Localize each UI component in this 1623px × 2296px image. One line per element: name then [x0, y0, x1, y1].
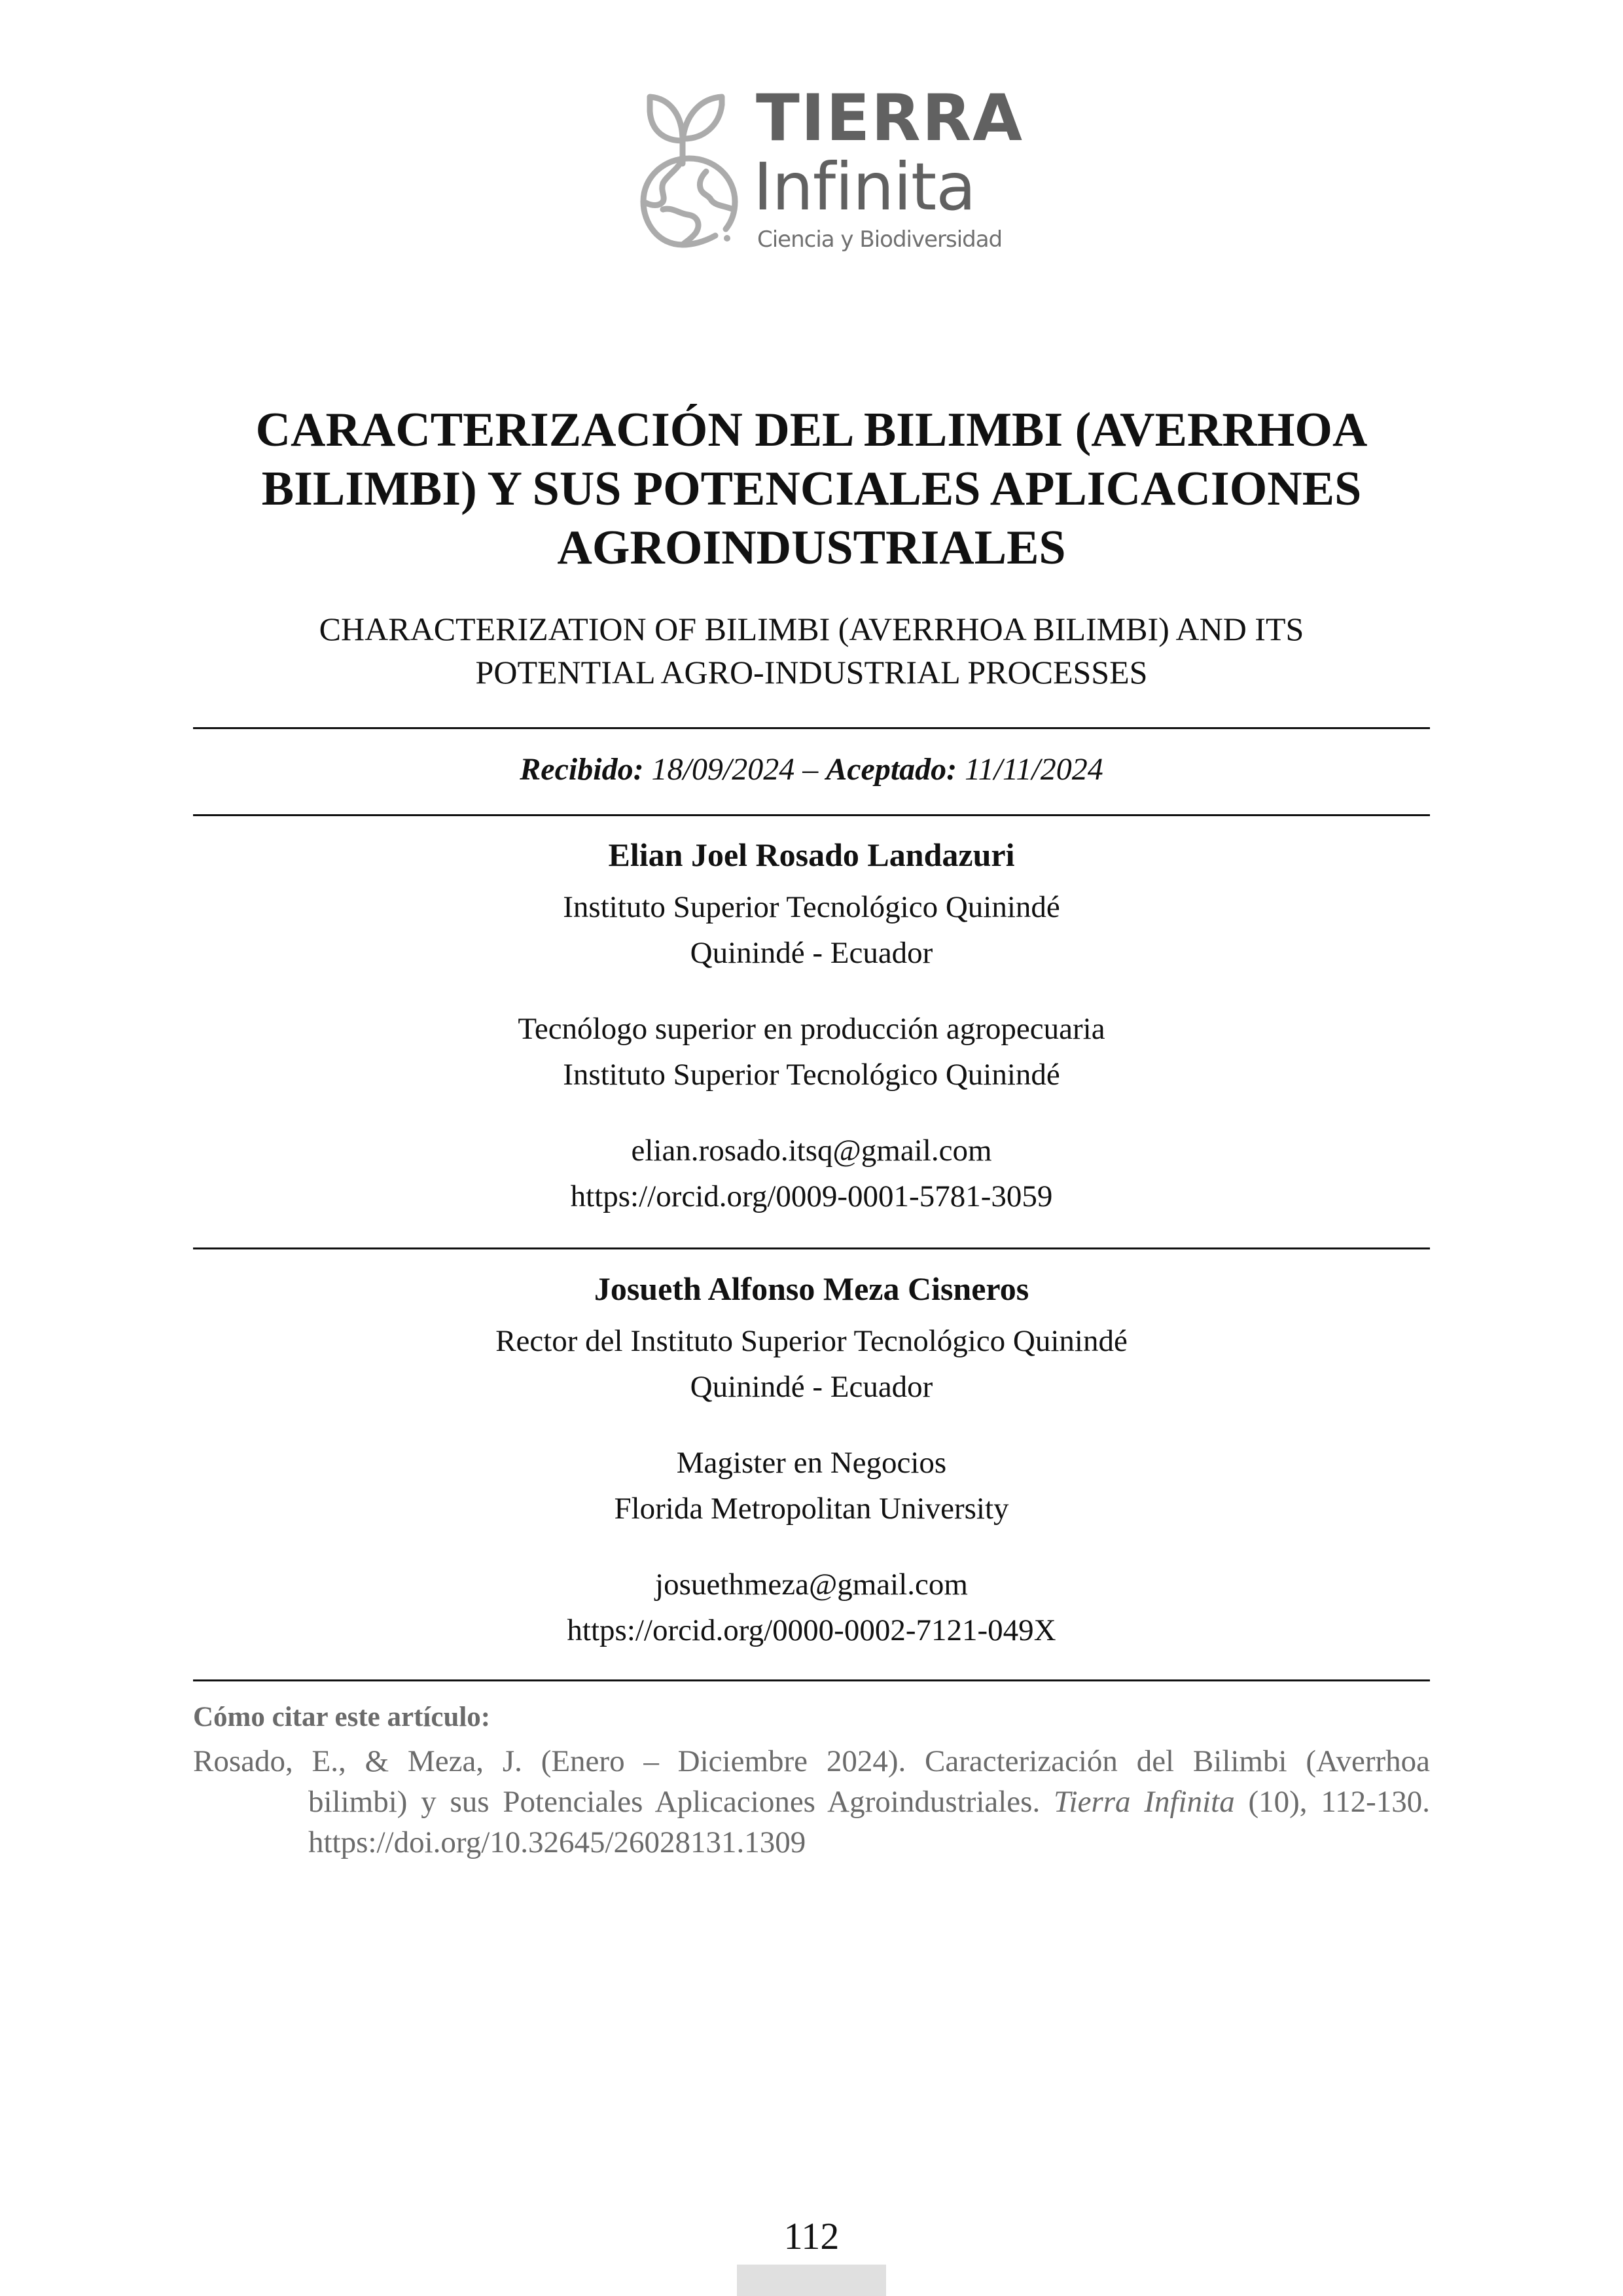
author-degree-institution: Florida Metropolitan University: [614, 1492, 1009, 1526]
author-location: Quinindé - Ecuador: [690, 1370, 933, 1404]
divider: [193, 727, 1430, 729]
author-degree: Magister en Negocios: [676, 1446, 947, 1480]
globe-sprout-icon: [638, 85, 743, 255]
title-line: AGROINDUSTRIALES: [557, 521, 1066, 575]
citation-title-part: bilimbi) y sus Potenciales Aplicaciones Agroindustriales.: [308, 1785, 1054, 1819]
author-name: Josueth Alfonso Meza Cisneros: [594, 1270, 1029, 1307]
citation-line: [193, 1782, 1430, 1822]
author-email[interactable]: josuethmeza@gmail.com: [655, 1568, 968, 1602]
author-degree: Tecnólogo superior en producción agropecuaria: [518, 1012, 1105, 1046]
author-orcid-link[interactable]: https://orcid.org/0000-0002-7121-049X: [567, 1613, 1056, 1647]
subtitle-line: CHARACTERIZATION OF BILIMBI (AVERRHOA BILIMBI) AND ITS: [319, 611, 1304, 647]
citation-heading: Cómo citar este artículo:: [193, 1702, 491, 1732]
author-affiliation: Rector del Instituto Superior Tecnológico Quinindé: [495, 1324, 1128, 1358]
citation-doi-link[interactable]: https://doi.org/10.32645/26028131.1309: [308, 1825, 806, 1859]
citation-issue-pages: (10), 112-130.: [1234, 1785, 1430, 1819]
citation-text: [193, 1741, 1430, 1863]
date-separator: –: [802, 752, 819, 787]
accepted-date: 11/11/2024: [965, 752, 1103, 787]
divider: [193, 1679, 1430, 1681]
page-number: 112: [783, 2215, 840, 2257]
brand-name-secondary: Infinita: [753, 149, 976, 225]
divider: [193, 814, 1430, 816]
footer-bar: [737, 2265, 886, 2296]
submission-dates: [193, 750, 1430, 789]
received-date: 18/09/2024: [651, 752, 795, 787]
citation-line: Rosado, E., & Meza, J. (Enero – Diciembre 2024). Caracterización del Bilimbi (Averrhoa: [193, 1744, 1430, 1778]
author-name: Elian Joel Rosado Landazuri: [608, 836, 1015, 873]
accepted-label: Aceptado:: [826, 752, 957, 787]
received-label: Recibido:: [520, 752, 644, 787]
author-block: [193, 834, 1430, 1219]
subtitle-line: POTENTIAL AGRO-INDUSTRIAL PROCESSES: [475, 654, 1148, 691]
title-line: CARACTERIZACIÓN DEL BILIMBI (AVERRHOA: [255, 403, 1368, 457]
citation-journal: Tierra Infinita: [1053, 1785, 1235, 1819]
author-orcid-link[interactable]: https://orcid.org/0009-0001-5781-3059: [570, 1179, 1053, 1213]
author-degree-institution: Instituto Superior Tecnológico Quinindé: [563, 1058, 1060, 1092]
author-affiliation: Instituto Superior Tecnológico Quinindé: [563, 890, 1060, 924]
divider: [193, 1247, 1430, 1249]
author-location: Quinindé - Ecuador: [690, 936, 933, 970]
journal-logo: [638, 81, 1024, 262]
author-block: [193, 1268, 1430, 1653]
title-line: BILIMBI) Y SUS POTENCIALES APLICACIONES: [261, 462, 1362, 516]
brand-name-primary: TIERRA: [756, 81, 1024, 156]
article-title-en: [193, 607, 1430, 694]
article-title-es: [193, 401, 1430, 577]
brand-tagline: Ciencia y Biodiversidad: [757, 226, 1003, 253]
author-email[interactable]: elian.rosado.itsq@gmail.com: [631, 1134, 992, 1168]
